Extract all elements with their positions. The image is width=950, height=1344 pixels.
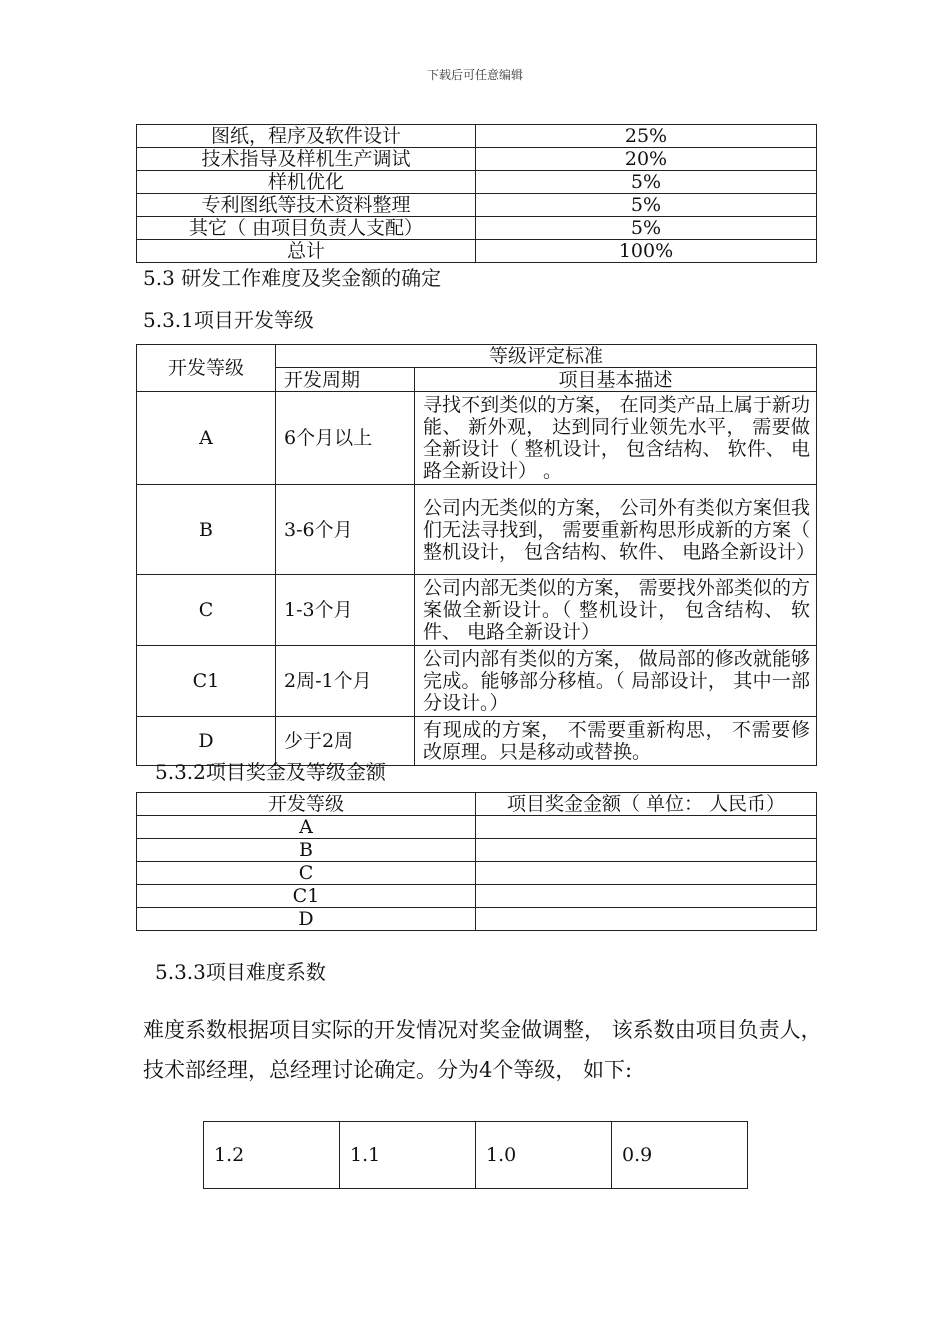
table-row: [137, 148, 817, 171]
table-row: [137, 575, 817, 646]
level-cell: A: [137, 392, 276, 485]
description-cell: 寻找不到类似的方案， 在同类产品上属于新功能、 新外观， 达到同行业领先水平， 需要做全新设计（ 整机设计， 包含结构、 软件、 电路全新设计） 。: [415, 392, 817, 485]
level-cell: B: [137, 839, 476, 862]
difficulty-paragraph: 难度系数根据项目实际的开发情况对奖金做调整， 该系数由项目负责人，技术部经理，总经理讨论确定。分为4个等级， 如下:: [143, 1018, 822, 1082]
coefficient-cell: 1.0: [476, 1122, 612, 1189]
level-cell: D: [137, 717, 276, 766]
level-cell: D: [137, 908, 476, 931]
header-amount: 项目奖金金额（ 单位： 人民币）: [476, 793, 817, 816]
cost-item: 技术指导及样机生产调试: [137, 148, 476, 171]
amount-cell: [476, 816, 817, 839]
heading-5-3-1: 5.3.1项目开发等级: [143, 308, 314, 332]
table-row: [137, 392, 817, 485]
heading-5-3-3: 5.3.3项目难度系数: [155, 960, 326, 984]
table-row: [137, 816, 817, 839]
cost-item: 图纸，程序及软件设计: [137, 125, 476, 148]
cost-percent: 100%: [476, 240, 817, 263]
period-cell: 3-6个月: [276, 485, 415, 575]
table-row: [137, 862, 817, 885]
cost-percent: 5%: [476, 194, 817, 217]
level-cell: B: [137, 485, 276, 575]
level-cell: C: [137, 575, 276, 646]
description-cell: 公司内部无类似的方案， 需要找外部类似的方案做全新设计。（ 整机设计， 包含结构、 软件、 电路全新设计）: [415, 575, 817, 646]
level-cell: C: [137, 862, 476, 885]
header-level: 开发等级: [137, 345, 276, 392]
cost-item: 总计: [137, 240, 476, 263]
description-cell: 公司内部有类似的方案， 做局部的修改就能够完成。能够部分移植。（ 局部设计， 其中一部分设计。）: [415, 646, 817, 717]
cost-percent: 5%: [476, 171, 817, 194]
table-row: [137, 240, 817, 263]
coefficient-cell: 1.2: [204, 1122, 340, 1189]
table-row: [137, 194, 817, 217]
level-cell: C1: [137, 885, 476, 908]
amount-cell: [476, 885, 817, 908]
period-cell: 6个月以上: [276, 392, 415, 485]
coefficient-cell: 0.9: [612, 1122, 748, 1189]
cost-item: 其它（ 由项目负责人支配）: [137, 217, 476, 240]
cost-percent: 20%: [476, 148, 817, 171]
header-standard: 等级评定标准: [276, 345, 817, 368]
header-period: 开发周期: [276, 368, 415, 392]
cost-allocation-table: [136, 124, 817, 263]
description-cell: 有现成的方案， 不需要重新构思， 不需要修改原理。只是移动或替换。: [415, 717, 817, 766]
table-row: [137, 839, 817, 862]
coefficient-cell: 1.1: [340, 1122, 476, 1189]
amount-cell: [476, 839, 817, 862]
cost-item: 样机优化: [137, 171, 476, 194]
header-level: 开发等级: [137, 793, 476, 816]
level-cell: A: [137, 816, 476, 839]
table-row: [137, 125, 817, 148]
description-cell: 公司内无类似的方案， 公司外有类似方案但我们无法寻找到， 需要重新构思形成新的方案（ 整机设计， 包含结构、软件、 电路全新设计）: [415, 485, 817, 575]
table-row: [137, 171, 817, 194]
table-row: [137, 646, 817, 717]
table-row: [137, 908, 817, 931]
header-desc: 项目基本描述: [415, 368, 817, 392]
table-row: [137, 885, 817, 908]
table-row: [137, 485, 817, 575]
level-cell: C1: [137, 646, 276, 717]
amount-cell: [476, 862, 817, 885]
bonus-amount-table: [136, 792, 817, 931]
coefficient-table: [203, 1121, 748, 1189]
heading-5-3: 5.3 研发工作难度及奖金额的确定: [143, 266, 442, 290]
cost-item: 专利图纸等技术资料整理: [137, 194, 476, 217]
period-cell: 2周-1个月: [276, 646, 415, 717]
period-cell: 少于2周: [276, 717, 415, 766]
cost-percent: 5%: [476, 217, 817, 240]
cost-percent: 25%: [476, 125, 817, 148]
table-row: [137, 217, 817, 240]
amount-cell: [476, 908, 817, 931]
heading-5-3-2: 5.3.2项目奖金及等级金额: [155, 760, 386, 784]
watermark: 下载后可任意编辑: [426, 68, 523, 82]
period-cell: 1-3个月: [276, 575, 415, 646]
development-level-table: [136, 344, 817, 766]
